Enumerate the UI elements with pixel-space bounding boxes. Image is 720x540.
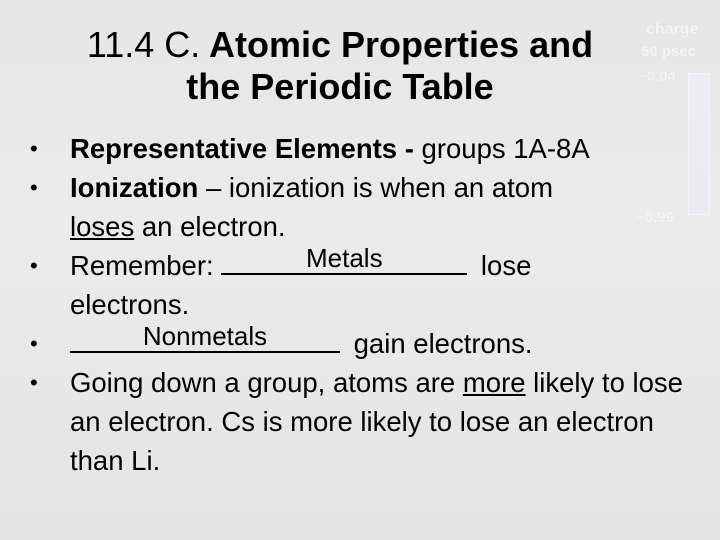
bullet-ionization xyxy=(30,168,700,246)
bullet2-bold-term: Ionization xyxy=(70,172,199,203)
blank-answer-metals: Metals xyxy=(306,243,383,273)
watermark-psec-label: 50 psec xyxy=(641,43,697,60)
title-main-line2: the Periodic Table xyxy=(186,66,494,107)
bullet1-text: groups 1A-8A xyxy=(413,133,590,164)
bullet3-text: lose xyxy=(473,250,532,281)
watermark-charge-label: charge xyxy=(646,21,699,38)
bullet2-text-end: an electron. xyxy=(134,211,286,242)
bullet-list xyxy=(30,129,700,480)
slide-title xyxy=(20,24,660,108)
bullet1-bold-term: Representative Elements - xyxy=(70,133,414,164)
title-main-line1: Atomic Properties and xyxy=(208,24,594,65)
bullet-representative-elements xyxy=(30,129,700,168)
bullet-marker: • xyxy=(30,175,38,200)
blank-answer-nonmetals: Nonmetals xyxy=(142,321,268,351)
bullet4-text: gain electrons. xyxy=(346,328,533,359)
bullet5-underlined-word: more xyxy=(462,367,526,398)
bullet-nonmetals xyxy=(30,321,700,363)
bullet-marker: • xyxy=(30,136,38,161)
bullet5-text: Going down a group, atoms are xyxy=(70,367,463,398)
fill-in-blank-metals xyxy=(221,243,467,275)
bullet3-label: Remember: xyxy=(70,250,214,281)
bullet-marker: • xyxy=(30,370,38,395)
title-prefix: 11.4 C. xyxy=(86,24,201,65)
bullet-marker: • xyxy=(30,253,38,278)
watermark-value-bottom: −0.99 xyxy=(636,209,674,226)
bullet2-text: – ionization is when an atom xyxy=(198,172,553,203)
bullet5-text-end: likely to lose an electron. Cs is more likely to lose an electron than Li. xyxy=(70,367,683,476)
bullet-remember-metals xyxy=(30,243,700,324)
bullet2-underlined-word: loses xyxy=(70,211,135,242)
fill-in-blank-nonmetals xyxy=(70,321,340,353)
watermark-value-top: −0.04 xyxy=(638,68,676,85)
bullet-going-down-group xyxy=(30,363,700,480)
bullet3-text-end: electrons. xyxy=(70,289,190,320)
bullet-marker: • xyxy=(30,331,38,356)
